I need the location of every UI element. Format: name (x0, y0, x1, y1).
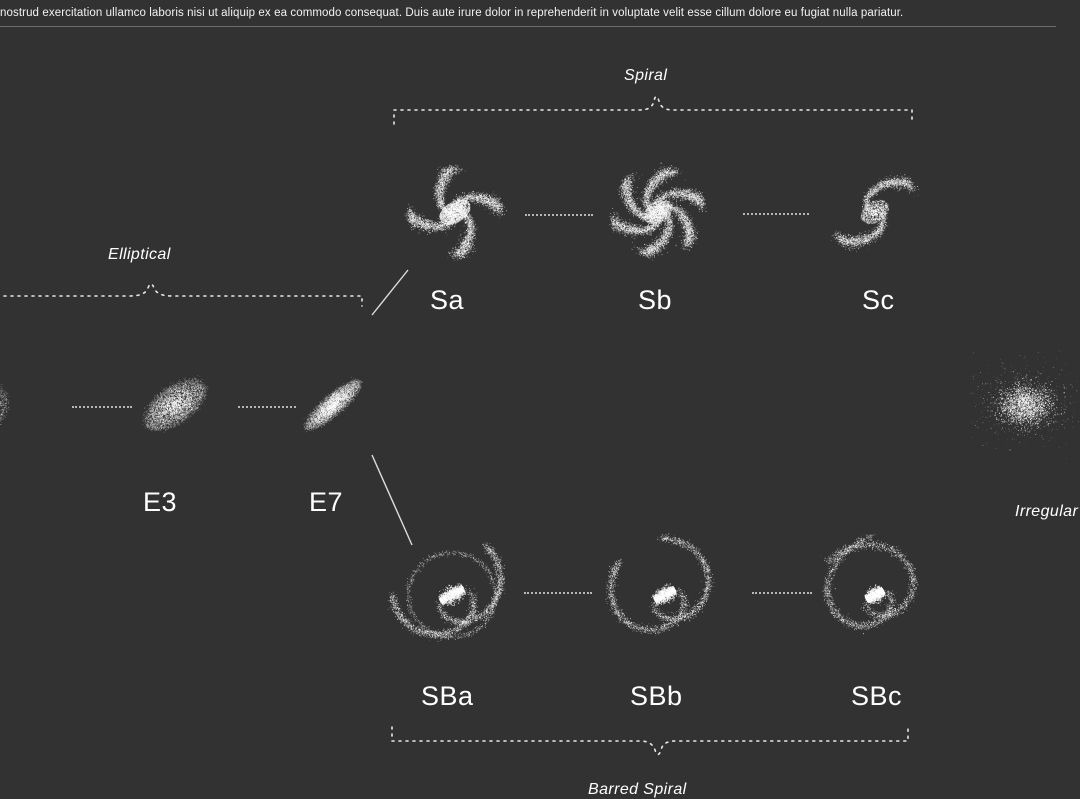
brace-elliptical (0, 284, 362, 306)
connector-sbb-sbc (752, 592, 812, 594)
galaxy-sbc-illustration (810, 530, 940, 660)
brace-barred-spiral (392, 727, 908, 755)
galaxy-e7-illustration (273, 345, 393, 465)
galaxy-sba-illustration (387, 530, 517, 660)
galaxy-sb-illustration (593, 147, 723, 277)
node-label-sc: Sc (862, 285, 895, 315)
galaxy-e0-illustration (0, 345, 32, 465)
galaxy-irr-illustration (970, 350, 1080, 460)
group-label-elliptical: Elliptical (108, 246, 171, 263)
node-label-sa: Sa (430, 285, 465, 315)
node-label-sba: SBa (421, 681, 474, 711)
node-label-sb: Sb (638, 285, 673, 315)
group-label-barred-spiral: Barred Spiral (588, 781, 687, 798)
group-label-spiral: Spiral (624, 67, 668, 84)
galaxy-sbb-illustration (600, 530, 730, 660)
caption-divider (0, 26, 1056, 27)
galaxy-e3-illustration (115, 345, 235, 465)
galaxy-sa-illustration (390, 147, 520, 277)
connector-sb-sc (743, 213, 809, 215)
node-label-sbc: SBc (851, 681, 903, 711)
caption-text: nostrud exercitation ullamco laboris nisi ut aliquip ex ea commodo consequat. Duis aute irure dolor in reprehenderit in voluptate velit esse cillum dolore eu fugiat nulla pariatur. (0, 7, 904, 19)
node-label-e7: E7 (309, 487, 344, 517)
galaxy-sc-illustration (810, 147, 940, 277)
node-label-e3: E3 (143, 487, 178, 517)
node-label-sbb: SBb (630, 681, 683, 711)
connector-sa-sb (525, 214, 593, 216)
connector-sba-sbb (524, 592, 592, 594)
brace-spiral (394, 97, 912, 125)
group-label-irregular: Irregular (1015, 503, 1079, 520)
